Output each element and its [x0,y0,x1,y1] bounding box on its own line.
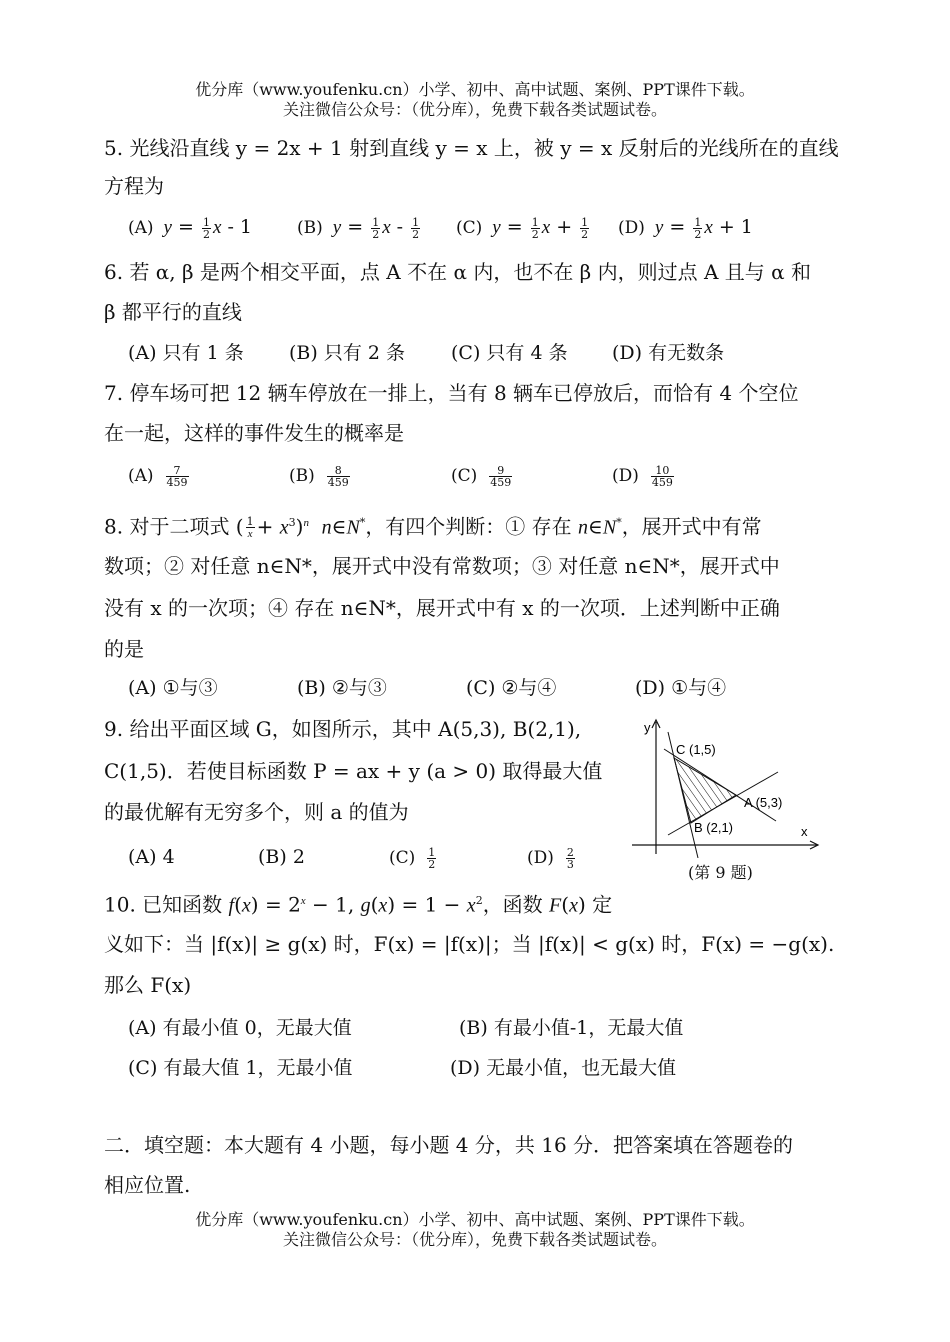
q10-line-1: 10. 已知函数 $f(x) = 2^x - 1$, $g(x) = 1 - x^2$，函数 F(x) 定 [104,892,613,917]
q7-option-a [128,462,191,489]
q9-line-1: 9. 给出平面区域 G，如图所示，其中 A(5,3), B(2,1), [104,717,582,741]
q7-option-c-den: 459 [490,475,512,489]
q8-option-a: (A) ①与③ [128,677,218,699]
q7-option-a-den: 459 [166,475,188,489]
header-line-1: 优分库（www.youfenku.cn）小学、初中、高中试题、案例、PPT课件下载。 [195,80,755,99]
q5-line-2: 方程为 [104,174,164,198]
footer-line-1: 优分库（www.youfenku.cn）小学、初中、高中试题、案例、PPT课件下载。 [195,1210,755,1229]
q7-option-a-num: 7 [166,465,189,477]
q9-option-d: (D) $\frac{2}{3}$ [527,845,574,871]
q5-line-1: 5. 光线沿直线 y = 2x + 1 射到直线 y = x 上，被 y = x 反射后的光线所在的直线 [104,136,839,160]
q7-option-d [612,462,676,489]
q7-line-1: 7. 停车场可把 12 辆车停放在一排上，当有 8 辆车已停放后，而恰有 4 个空位 [104,381,799,405]
q6-option-c: (C) 只有 4 条 [451,342,568,364]
q7-line-2: 在一起，这样的事件发生的概率是 [104,421,404,445]
q8-line-1: 8. 对于二项式 ( $\frac{1}{x}$ + $x^3)^n$ n∈N*，有四个判断：① 存在 n∈N*，展开式中有常 [104,514,762,541]
q10-option-d: (D) 无最小值，也无最大值 [450,1057,677,1079]
q5-option-a: (A) y = $\frac{1}{2}$ x - 1 [128,215,253,241]
q10-line-2: 义如下：当 |f(x)| ≥ g(x) 时，F(x) = |f(x)|；当 |f(x)| < g(x) 时，F(x) = −g(x). [104,932,835,956]
q8-option-d: (D) ①与④ [635,677,727,699]
q6-line-1: 6. 若 α, β 是两个相交平面，点 A 不在 α 内，也不在 β 内，则过点 A 且与 α 和 [104,260,811,284]
q9-figure [628,712,828,858]
point-b-label: B (2,1) [694,820,734,835]
q9-option-c: (C) $\frac{1}{2}$ [389,845,436,871]
q10-option-b: (B) 有最小值-1，无最大值 [459,1017,684,1039]
q6-option-d: (D) 有无数条 [612,342,725,364]
q7-option-b-den: 459 [327,475,349,489]
q7-option-b-label: (B) [289,466,315,486]
q6-option-b: (B) 只有 2 条 [289,342,405,364]
q7-option-d-den: 459 [651,475,673,489]
header-line-2: 关注微信公众号：（优分库），免费下载各类试题试卷。 [282,100,667,119]
footer-line-2: 关注微信公众号：（优分库），免费下载各类试题试卷。 [282,1230,667,1249]
q5-option-a-label: (A) [128,218,154,238]
q9-option-a: (A) 4 [128,846,175,868]
q9-option-b: (B) 2 [258,846,305,868]
q5-option-d-label: (D) [618,218,645,238]
q9-option-c-label: (C) [389,848,416,868]
q7-option-c-label: (C) [451,466,478,486]
q9-line-2: C(1,5)．若使目标函数 P = ax + y (a > 0) 取得最大值 [104,759,603,783]
q6-option-a: (A) 只有 1 条 [128,342,244,364]
q8-line-4: 的是 [104,637,144,661]
figure-caption: (第 9 题) [688,863,753,882]
q9-option-d-label: (D) [527,848,554,868]
q8-line-3: 没有 x 的一次项；④ 存在 n∈N*，展开式中有 x 的一次项．上述判断中正确 [104,596,780,620]
q7-option-c-num: 9 [489,465,512,477]
q10-option-a: (A) 有最小值 0，无最大值 [128,1017,352,1039]
section-2-line-2: 相应位置. [104,1173,191,1197]
q7-option-b-num: 8 [327,465,350,477]
q8-option-b: (B) ②与③ [297,677,387,699]
q5-option-c: (C) y = $\frac{1}{2}$ x + $\frac{1}{2}$ [456,215,589,241]
q5-option-b-label: (B) [297,218,323,238]
q7-option-c [451,462,514,489]
q9-line-3: 的最优解有无穷多个，则 a 的值为 [104,800,409,824]
q7-option-a-label: (A) [128,466,154,486]
q8-option-c: (C) ②与④ [466,677,557,699]
q5-option-c-label: (C) [456,218,483,238]
q7-option-d-label: (D) [612,466,639,486]
point-c-label: C (1,5) [676,742,716,757]
x-axis-label: x [801,824,808,839]
q5-option-b: (B) y = $\frac{1}{2}$ x - $\frac{1}{2}$ [297,215,420,241]
point-a-label: A (5,3) [744,795,783,810]
q6-line-2: β 都平行的直线 [104,300,242,324]
q5-option-d: (D) y = $\frac{1}{2}$ x + 1 [618,215,753,241]
q10-line-3: 那么 F(x) [104,973,192,997]
section-2-line-1: 二．填空题：本大题有 4 小题，每小题 4 分，共 16 分．把答案填在答题卷的 [104,1133,794,1157]
y-axis-label: y [644,720,651,735]
q10-option-c: (C) 有最大值 1，无最小值 [128,1057,353,1079]
q7-option-d-num: 10 [651,465,674,477]
q8-line-2: 数项；② 对任意 n∈N*，展开式中没有常数项；③ 对任意 n∈N*，展开式中 [104,554,780,578]
q7-option-b [289,462,352,489]
